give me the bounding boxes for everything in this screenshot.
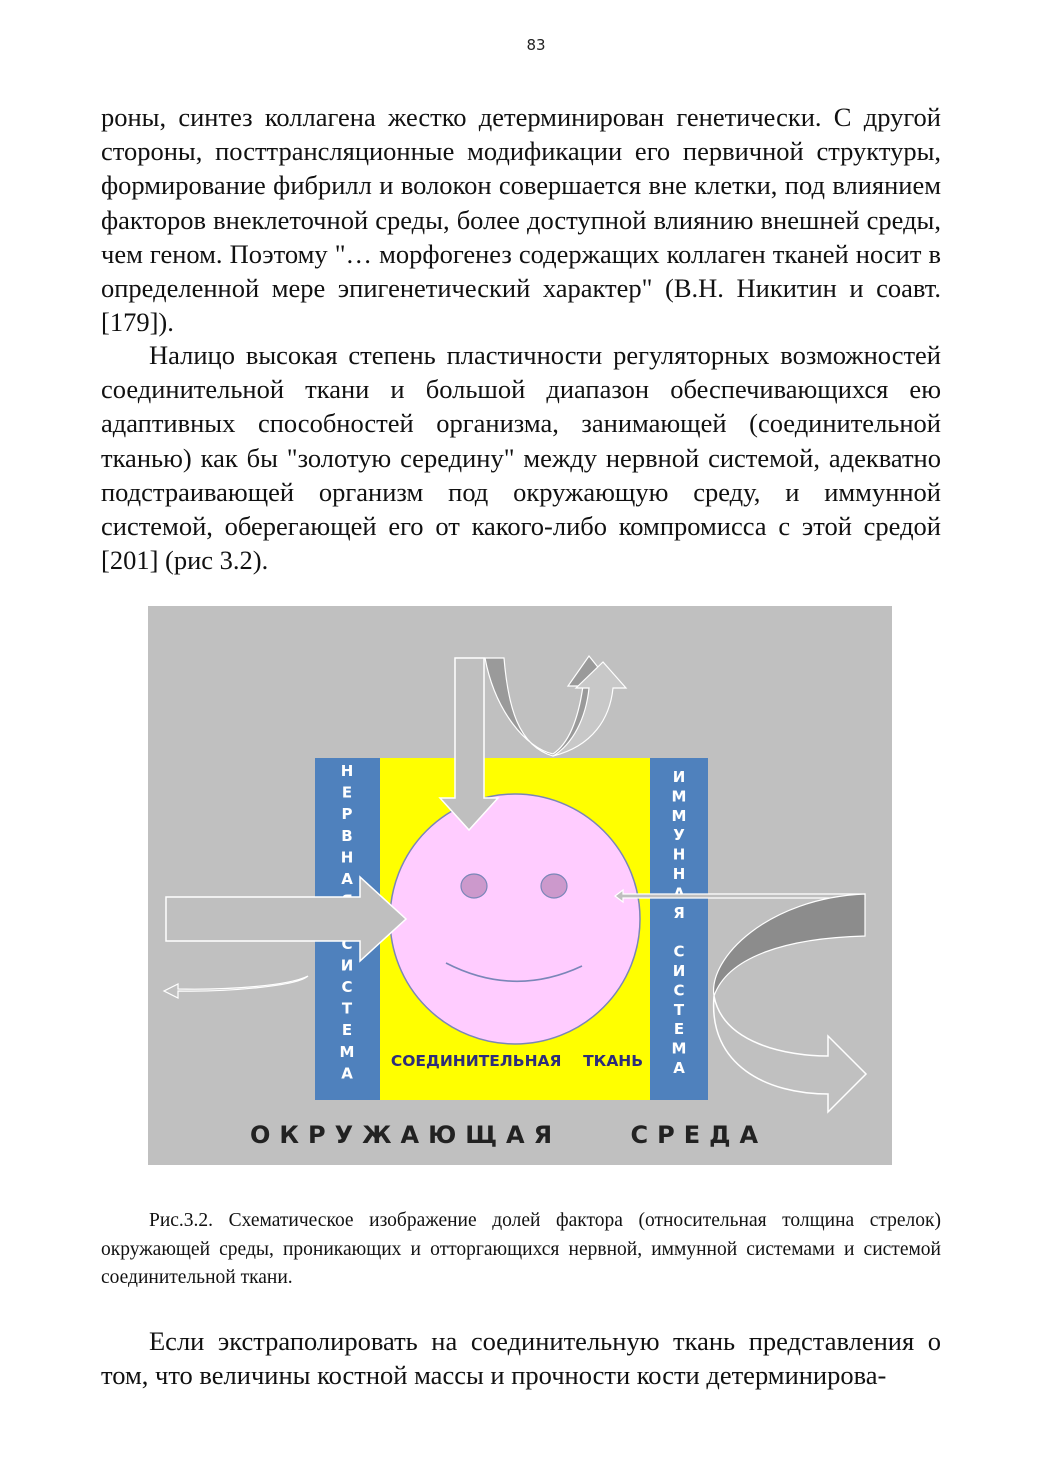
column-letter: У [673,826,685,845]
left-eye [461,874,487,898]
column-letter: Н [340,762,354,780]
column-letter: Н [672,845,686,864]
paragraph-2: Налицо высокая степень пластичности регуляторных возможностей соединительной ткани и большой диапазон обеспечивающихся ею адаптивных способностей организма, занимающей (соединительной тканью) как бы "золотую середину" между нервной системой, адекватно подстраивающей организм под окружающую среду, и иммунной системой, оберегающей его от какого-либо компромисса с этой средой [201] (рис 3.2). [101,340,941,576]
column-letter: Е [341,1021,353,1040]
column-letter: Р [341,805,353,824]
connective-tissue-label: СОЕДИНИТЕЛЬНАЯ ТКАНЬ [390,1052,644,1070]
right-eye [541,874,567,898]
column-letter: А [673,1059,685,1077]
column-letter: Е [673,1020,685,1039]
paragraph-1: роны, синтез коллагена жестко детерминирован генетически. С другой стороны, посттрансляционные модификации его первичной структуры, формирование фибрилл и волокон совершается вне клетки, под влиянием факторов внеклеточной среды, более доступной влиянию внешней среды, чем геном. Поэтому "… морфогенез содержащих коллаген тканей носит в определенной мере эпигенетический характер" (В.Н. Никитин и соавт. [179]). [101,102,941,338]
column-letter: Н [672,865,686,883]
column-letter: Е [341,783,353,802]
smiley-face [390,794,640,1044]
paragraph-3: Если экстраполировать на соединительную ткань представления о том, что величины костной массы и прочности кости детерминирова- [101,1326,941,1391]
environment-label: ОКРУЖАЮЩАЯ СРЕДА [250,1121,768,1149]
column-letter: С [673,942,685,961]
column-letter: И [672,768,686,786]
column-letter: М [339,1042,355,1061]
page-number: 83 [526,36,546,54]
column-letter: С [341,934,353,953]
column-letter: Н [340,848,354,867]
column-letter: А [341,870,353,888]
column-letter: Т [673,1000,685,1019]
column-letter: М [671,787,687,806]
column-letter: С [673,981,685,1000]
column-letter: Т [341,999,353,1018]
figure-3-2 [148,606,892,1165]
column-letter: М [671,806,687,825]
column-letter: И [672,962,686,980]
column-letter: С [341,978,353,996]
column-letter: Я [673,903,685,922]
column-letter: В [341,826,353,845]
column-letter: М [671,1039,687,1058]
figure-caption: Рис.3.2. Схематическое изображение долей фактора (относительная толщина стрелок) окружающей среды, проникающих и отторгающихся нервной, иммунной системами и системой соединительной ткани. [101,1210,941,1288]
column-letter: А [341,1064,353,1083]
column-letter: И [340,956,354,975]
